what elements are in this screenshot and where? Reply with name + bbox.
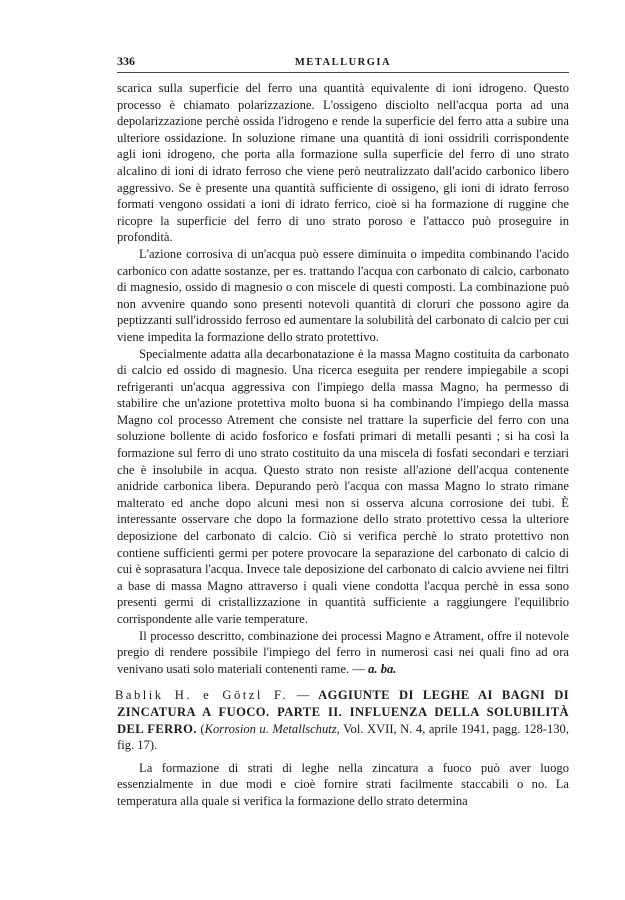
reference-dash: — <box>296 688 310 703</box>
paragraph-magno-mass: Specialmente adatta alla decarbonatazione è la massa Magno costituita da carbonato di calcio ed ossido di magnesio. Una ricerca eseguita per rendere impiegabile a scopi refrigeranti un'acqua aggressiva con l'impiego della massa Magno, ha permesso di stabilire che un'azione protettiva molto buona si ha combinando l'impiego della massa Magno col processo Atrement che consiste nel trattare la superficie del ferro con una soluzione bollente di acido fosforico e fosfati primari di metalli pesanti ; si ha così la formazione sul ferro di uno strato costituito da una miscela di fosfati secondari e terziari che è insolubile in acqua. Questo strato non resiste all'azione dell'acqua contenente anidride carbonica libera. Depurando però l'acqua con massa Magno lo strato rimane malterato ed anche dopo alcuni mesi non si osserva alcuna corrosione dei tubi. È interessante osservare che dopo la formazione dello strato protettivo cessa la ulteriore deposizione del carbonato di calcio. Ciò si verifica perchè lo strato protettivo non contiene sufficienti germi per potere provocare la separazione del carbonato di calcio di cui è soprasatura l'acqua. Invece tale deposizione del carbonato di calcio avviene nei filtri a base di massa Magno attraverso i quali viene condotta l'acqua perchè in essa sono presenti germi di cristallizzazione in quantità sufficiente a raggiungere l'equilibrio corrispondente alle varie temperature. <box>117 346 569 626</box>
paragraph-continuation: scarica sulla superficie del ferro una quantità equivalente di ioni idrogeno. Questo processo è chiamato polarizzazione. L'ossigeno disciolto nell'acqua porta ad una depolarizzazione perchè ossida l'idrogeno e rende la superficie del ferro atta a subire una ulteriore ossidazione. In soluzione rimane una quantità di ioni ossidrili corrispondente agli ioni idrogeno, che porta alla formazione sulla superficie del ferro di uno strato alcalino di ioni di idrato ferroso che viene però neutralizzato dall'acido carbonico libero aggressivo. Se è presente una quantità sufficiente di ossigeno, gli ioni di idrato ferroso formati vengono ossidati a ioni di idrato ferrico, cioè si ha formazione di ruggine che ricopre la superficie del ferro di uno strato poroso e l'attacco può proseguire in profondità. <box>117 81 569 245</box>
paragraph-corrosion-reduction: L'azione corrosiva di un'acqua può essere diminuita o impedita combinando l'acido carbonico con adatte sostanze, per es. trattando l'acqua con carbonato di calcio, carbonato di magnesio, ossido di magnesio o con miscele di questi composti. La combinazione può non avvenire quando sono presenti notevoli quantità di cloruri che possono agire da peptizzanti sull'idrossido ferroso ed aumentare la solubilità del carbonato di calcio per cui viene impedita la formazione dello strato protettivo. <box>117 246 569 344</box>
reference-title: AGGIUNTE DI LEGHE AI BAGNI DI ZINCATURA A FUOCO. PARTE II. INFLUENZA DELLA SOLUBILITÀ DEL FERRO. <box>117 688 570 736</box>
reference-entry <box>117 687 569 753</box>
paragraph-conclusion <box>117 628 569 678</box>
page-header <box>117 54 569 73</box>
reference-volume: Vol. XVII, N. 4, aprile 1941, pagg. 128-130, fig. 17). <box>117 721 569 753</box>
running-title: METALLURGIA <box>294 57 392 68</box>
source-open-paren: ( <box>200 721 205 736</box>
conclusion-text: Il processo descritto, combinazione dei processi Magno e Atrament, offre il notevole pregio di rendere possibile l'impiego del ferro in numerosi casi nei quali fino ad ora venivano usati solo materiali contenenti rame. — <box>117 628 569 676</box>
author-signature: a. ba. <box>368 661 397 676</box>
page-number: 336 <box>117 54 135 68</box>
bibliographic-reference <box>117 687 569 753</box>
paragraph-zinc-coating: La formazione di strati di leghe nella zincatura a fuoco può aver luogo essenzialmente in due modi e cioè fornire strati facilmente staccabili o no. La temperatura alla quale si verifica la formazione dello strato determina <box>117 760 569 808</box>
reference-journal: Korrosion u. Metallschutz, <box>204 721 340 736</box>
reference-authors: Bablik H. e Götzl F. <box>115 688 289 703</box>
document-page <box>117 54 569 810</box>
